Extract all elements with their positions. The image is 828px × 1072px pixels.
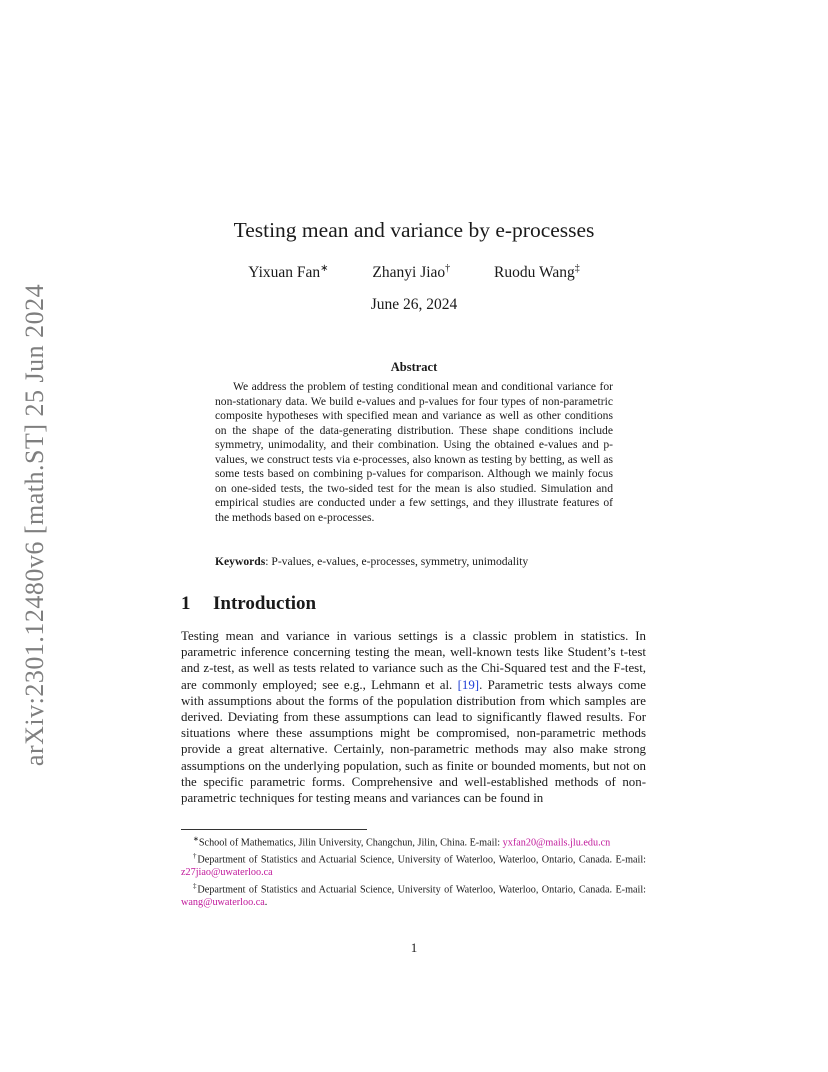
footnote-rule xyxy=(181,829,367,830)
page-number: 1 xyxy=(410,940,418,955)
section-number: 1 xyxy=(181,593,191,614)
introduction-paragraph: Testing mean and variance in various settings is a classic problem in statistics. In parametric inference concerning testing the mean, well-known tests like Student’s t-test and z-test, as well as tests related to variance such as the Chi-Squared test and the F-test, are commonly employed; see e.g., Lehmann et al. [19]. Parametric tests always come with assumptions about the forms of the population distribution from which samples are derived. Deviating from these assumptions can lead to significantly flawed results. For situations where these assumptions might be compromised, non-parametric methods provide a great alternative. Certainly, non-parametric methods may also make strong assumptions on the underlying population, such as finite or bounded moments, but not on the specific parametric forms. Comprehensive and well-established methods of non-parametric techniques for testing means and variances can be found in xyxy=(181,629,647,806)
section-title: Introduction xyxy=(213,593,317,614)
footnote: ‡Department of Statistics and Actuarial Science, University of Waterloo, Waterloo, Ontario, Canada. E-mail: wang@uwaterloo.ca. xyxy=(181,881,647,908)
citation-link[interactable]: [19] xyxy=(457,677,480,692)
keywords-label: Keywords xyxy=(215,555,266,568)
abstract-body: We address the problem of testing conditional mean and conditional variance for non-stationary data. We build e-values and p-values for four types of non-parametric composite hypotheses with specified mean and variance as well as other conditions on the shape of the data-generating distribution. These shape conditions include symmetry, unimodality, and their combination. Using the obtained e-values and p-values, we construct tests via e-processes, also known as testing by betting, as well as some tests based on combining p-values for comparison. Although we mainly focus on one-sided tests, the two-sided test for the mean is also studied. Simulation and empirical studies are conducted under a few settings, and they illustrate features of the methods based on e-processes. xyxy=(215,380,613,524)
footnote: ∗School of Mathematics, Jilin University, Changchun, Jilin, China. E-mail: yxfan20@mails.jlu.edu.cn xyxy=(193,835,611,849)
section-heading-introduction xyxy=(181,593,316,615)
author-jiao: Zhanyi Jiao† xyxy=(372,263,451,282)
footnote: †Department of Statistics and Actuarial Science, University of Waterloo, Waterloo, Ontario, Canada. E-mail: z27jiao@uwaterloo.ca xyxy=(181,851,647,878)
keywords-text: : P-values, e-values, e-processes, symmetry, unimodality xyxy=(265,555,529,568)
paper-title: Testing mean and variance by e-processes xyxy=(233,218,595,242)
abstract-heading: Abstract xyxy=(390,360,438,374)
author-mark: ‡ xyxy=(574,263,580,274)
author-mark: ∗ xyxy=(320,263,329,274)
email-link[interactable]: wang@uwaterloo.ca xyxy=(181,896,265,908)
email-link[interactable]: z27jiao@uwaterloo.ca xyxy=(181,866,273,878)
author-list xyxy=(0,263,828,282)
arxiv-identifier: arXiv:2301.12480v6 [math.ST] 25 Jun 2024 xyxy=(20,283,49,767)
author-wang: Ruodu Wang‡ xyxy=(494,263,580,282)
paper-date: June 26, 2024 xyxy=(370,296,458,313)
keywords-line xyxy=(215,555,613,570)
author-fan: Yixuan Fan∗ xyxy=(248,263,329,282)
arxiv-sidebar-stamp xyxy=(15,275,55,775)
footnotes xyxy=(181,833,646,909)
email-link[interactable]: yxfan20@mails.jlu.edu.cn xyxy=(502,837,611,849)
author-mark: † xyxy=(445,263,451,274)
